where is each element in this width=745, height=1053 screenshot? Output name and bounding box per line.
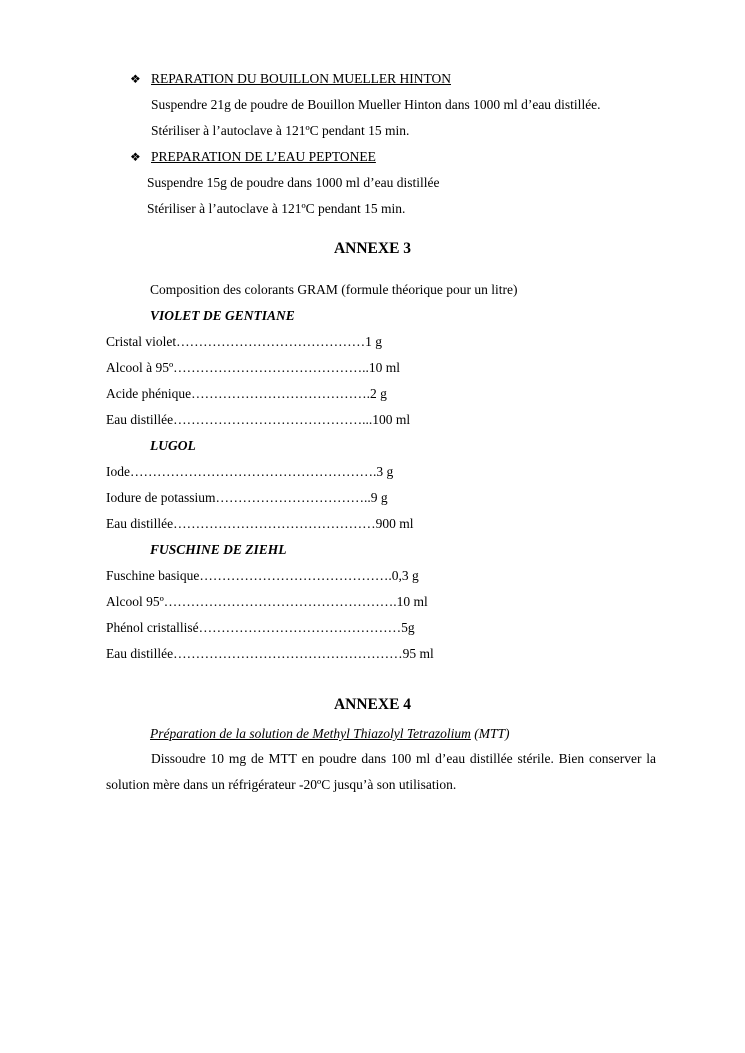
violet-gentiane-title: VIOLET DE GENTIANE	[150, 308, 295, 323]
list-item: Fuschine basique…………………………………….0,3 g	[106, 568, 419, 583]
list-item: Alcool à 95º……………………………………..10 ml	[106, 360, 401, 375]
mtt-subtitle-underlined: Préparation de la solution de Methyl Thiazolyl Tetrazolium	[150, 726, 471, 741]
section-title-eau-peptonee: PREPARATION DE L’EAU PEPTONEE	[151, 149, 376, 164]
annexe-4-heading: ANNEXE 4	[333, 696, 412, 713]
list-item: Alcool 95º…………………………………………….10 ml	[106, 594, 428, 609]
list-item: Iode……………………………………………….3 g	[106, 464, 394, 479]
eau-peptonee-step-1: Suspendre 15g de poudre dans 1000 ml d’eau distillée	[147, 175, 440, 190]
diamond-bullet-icon: ❖	[130, 150, 141, 164]
diamond-bullet-icon: ❖	[130, 72, 141, 86]
list-item: Eau distillée……………………………………………95 ml	[106, 646, 434, 661]
list-item: Phénol cristallisé………………………………………5g	[106, 620, 415, 635]
list-item: Acide phénique………………………………….2 g	[106, 386, 387, 401]
list-item: Cristal violet……………………………………1 g	[106, 334, 382, 349]
list-item: Iodure de potassium……………………………..9 g	[106, 490, 388, 505]
lugol-title: LUGOL	[150, 438, 196, 453]
list-item: Eau distillée……………………………………...100 ml	[106, 412, 411, 427]
annexe-3-heading: ANNEXE 3	[333, 240, 412, 257]
gram-intro: Composition des colorants GRAM (formule théorique pour un litre)	[150, 282, 518, 297]
mueller-hinton-step-1: Suspendre 21g de poudre de Bouillon Mueller Hinton dans 1000 ml d’eau distillée.	[151, 97, 601, 112]
mtt-subtitle	[150, 725, 510, 743]
mtt-paragraph: Dissoudre 10 mg de MTT en poudre dans 100 ml d’eau distillée stérile. Bien conserver la solution mère dans un réfrigérateur -20ºC jusqu’à son utilisation.	[106, 751, 656, 792]
fuschine-ziehl-title: FUSCHINE DE ZIEHL	[150, 542, 287, 557]
list-item: Eau distillée………………………………………900 ml	[106, 516, 414, 531]
eau-peptonee-step-2: Stériliser à l’autoclave à 121ºC pendant 15 min.	[147, 201, 406, 216]
mtt-subtitle-abbrev: (MTT)	[470, 726, 510, 741]
section-title-mueller-hinton: REPARATION DU BOUILLON MUELLER HINTON	[151, 71, 451, 86]
mueller-hinton-step-2: Stériliser à l’autoclave à 121ºC pendant 15 min.	[151, 123, 410, 138]
